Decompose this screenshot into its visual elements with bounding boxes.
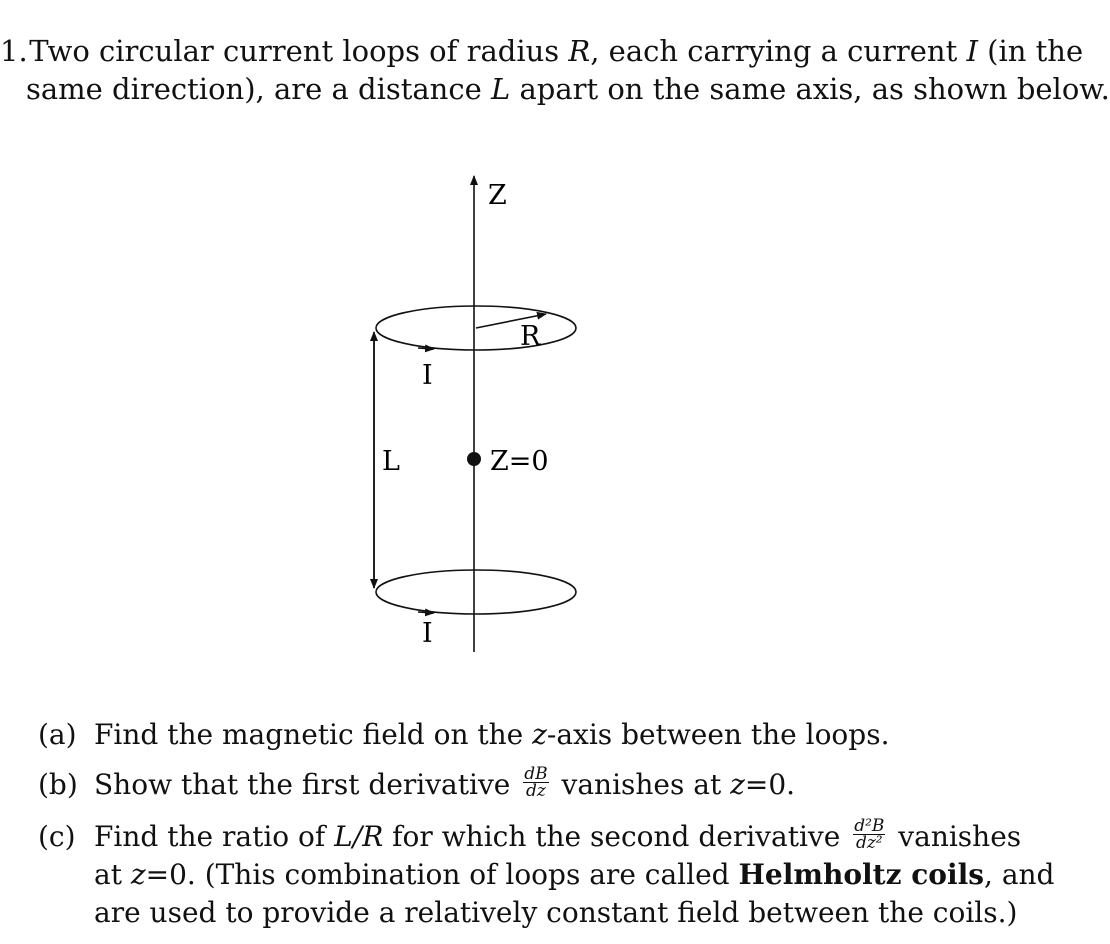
part-text: vanishes (889, 820, 1022, 853)
current-label-bottom: I (422, 618, 433, 649)
helmholtz-term: Helmholtz coils (738, 858, 985, 891)
part-text: Find the magnetic field on the (94, 718, 533, 751)
fraction-numerator: d²B (854, 816, 885, 836)
bottom-loop (376, 570, 576, 614)
first-derivative-fraction (523, 766, 548, 799)
origin-dot (467, 452, 481, 466)
part-text: Find the ratio of (94, 820, 335, 853)
z-variable: z (532, 718, 547, 751)
figure-canvas (360, 168, 600, 668)
part-text: at (94, 858, 131, 891)
part-text: =0. (744, 768, 796, 801)
ratio-symbol: L/R (334, 820, 384, 853)
part-b-text (94, 766, 795, 804)
statement-line-2 (26, 70, 1110, 108)
distance-symbol: L (490, 72, 511, 106)
part-c-tag: (c) (38, 820, 76, 853)
part-text: vanishes at (552, 768, 731, 801)
problem-number: 1. (0, 34, 28, 68)
part-text: -axis between the loops. (546, 718, 890, 751)
statement-text: Two circular current loops of radius (29, 34, 569, 68)
statement-line-1 (0, 32, 1083, 70)
bottom-current-arrow (418, 612, 434, 613)
top-current-arrow (418, 348, 434, 349)
distance-label: L (382, 446, 400, 477)
part-c-text-line-1 (94, 818, 1021, 856)
part-text: =0. (This combination of loops are called (145, 858, 739, 891)
z-variable: z (730, 768, 745, 801)
statement-text: same direction), are a distance (26, 72, 491, 106)
part-a-tag: (a) (38, 718, 77, 751)
fraction-denominator: dz² (855, 833, 883, 853)
axis-label: Z (488, 180, 507, 211)
part-b-tag: (b) (38, 768, 78, 801)
helmholtz-figure (360, 168, 600, 668)
part-a-text (94, 716, 889, 754)
radius-symbol: R (568, 34, 591, 68)
part-text: Show that the first derivative (94, 768, 520, 801)
statement-text: apart on the same axis, as shown below. (510, 72, 1110, 106)
part-c-text-line-3: are used to provide a relatively constant field between the coils.) (94, 896, 1018, 929)
statement-text: , each carrying a current (590, 34, 967, 68)
current-label-top: I (422, 360, 433, 391)
z-variable: z (130, 858, 146, 891)
part-text: for which the second derivative (383, 820, 850, 853)
fraction-numerator: dB (524, 764, 548, 784)
current-symbol: I (966, 34, 978, 68)
part-text: , and (984, 858, 1055, 891)
statement-text: (in the (977, 34, 1084, 68)
fraction-denominator: dz (526, 781, 546, 801)
radius-label: R (520, 321, 541, 352)
origin-label: Z=0 (490, 446, 549, 477)
second-derivative-fraction (853, 818, 885, 851)
part-c-text-line-2 (94, 856, 1054, 894)
